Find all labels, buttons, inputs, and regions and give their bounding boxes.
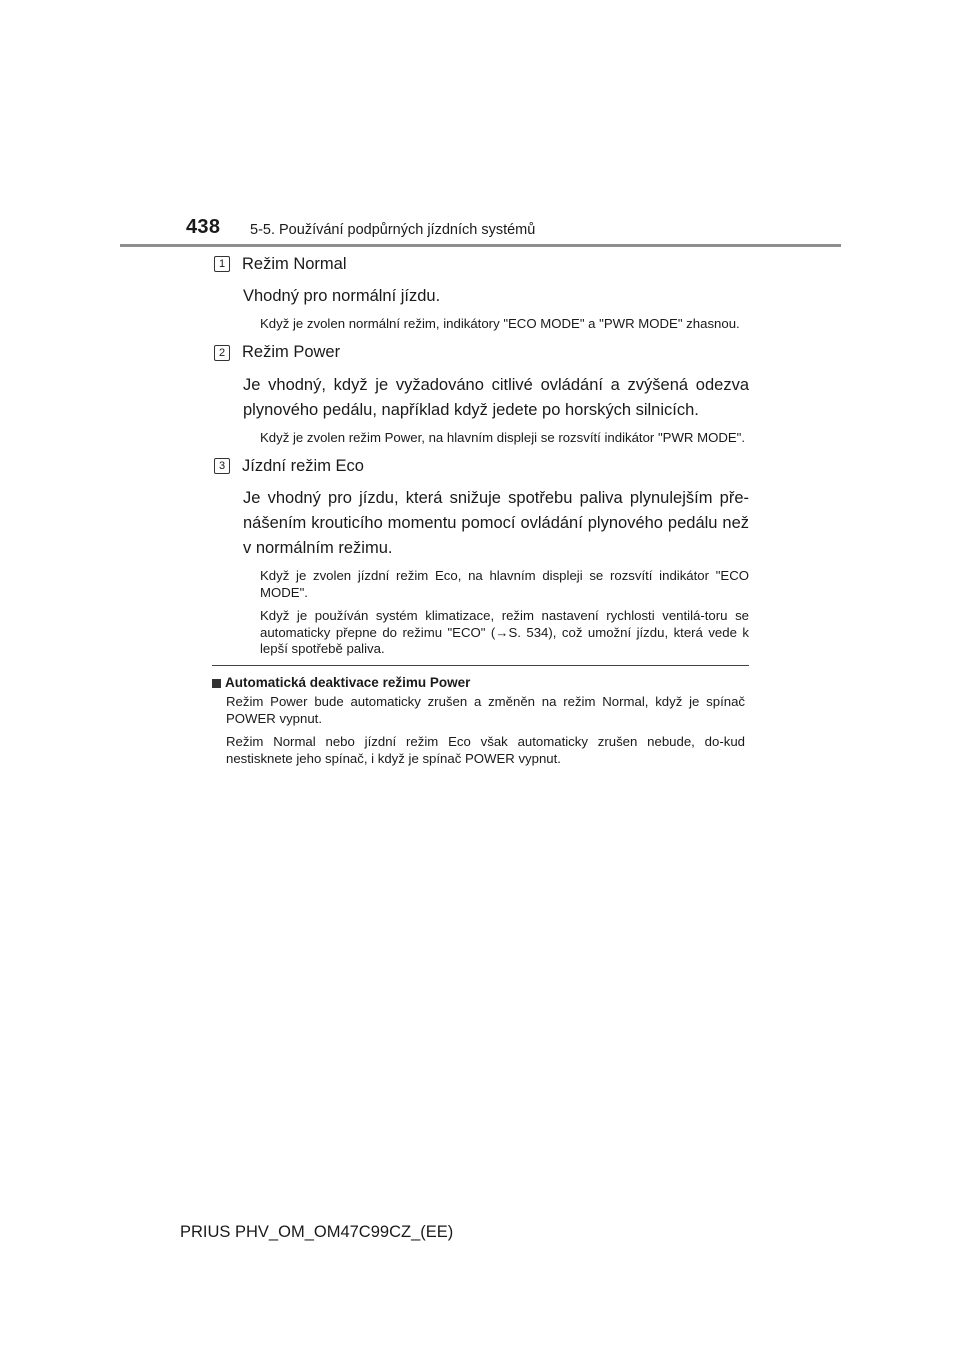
mode-description: Vhodný pro normální jízdu. [243, 287, 441, 305]
square-bullet-icon [212, 679, 221, 688]
page-number: 438 [186, 216, 221, 238]
modes-list [212, 253, 749, 667]
mode-description: Je vhodný pro jízdu, která snižuje spotřebu paliva plynulejším pře-nášením krouticího momentu pomocí ovládání plynového pedálu než v normálním režimu. [243, 489, 749, 557]
section-title: 5-5. Používání podpůrných jízdních systémů [250, 222, 536, 238]
mode-title: Jízdní režim Eco [242, 456, 364, 475]
mode-note: Když je zvolen normální režim, indikátory "ECO MODE" a "PWR MODE" zhasnou. [260, 316, 740, 331]
section-divider [212, 665, 749, 666]
mode-heading [212, 253, 749, 275]
header-rule [120, 244, 841, 247]
info-paragraph: Režim Power bude automaticky zrušen a změněn na režim Normal, když je spínač POWER vypnut. [226, 694, 745, 726]
mode-description: Je vhodný, když je vyžadováno citlivé ovládání a zvýšená odezva plynového pedálu, například když jedete po horských silnicích. [243, 375, 749, 419]
mode-item-normal [212, 253, 749, 333]
mode-note: Když je zvolen režim Power, na hlavním displeji se rozsvítí indikátor "PWR MODE". [260, 429, 746, 445]
info-title: Automatická deaktivace režimu Power [225, 675, 471, 690]
footer-code: PRIUS PHV_OM_OM47C99CZ_(EE) [180, 1223, 454, 1241]
number-2-icon: 2 [214, 345, 230, 361]
number-3-icon: 3 [214, 458, 230, 474]
mode-heading [212, 455, 749, 477]
mode-item-power [212, 342, 749, 447]
mode-title: Režim Power [242, 343, 341, 361]
mode-note: Když je zvolen jízdní režim Eco, na hlavním displeji se rozsvítí indikátor "ECO MODE". [260, 568, 749, 600]
mode-heading [212, 342, 749, 364]
info-section [212, 675, 745, 773]
mode-note: Když je používán systém klimatizace, režim nastavení rychlosti ventilá-toru se automaticky přepne do režimu "ECO" (→S. 534), což umožní jízdu, která vede k lepší spotřebě paliva. [260, 608, 749, 656]
number-1-icon: 1 [214, 256, 230, 272]
info-paragraph: Režim Normal nebo jízdní režim Eco však automaticky zrušen nebude, do-kud nestisknete jeho spínač, i když je spínač POWER vypnut. [226, 734, 745, 766]
mode-item-eco [212, 455, 749, 658]
info-heading [212, 675, 745, 690]
mode-title: Režim Normal [242, 254, 347, 273]
